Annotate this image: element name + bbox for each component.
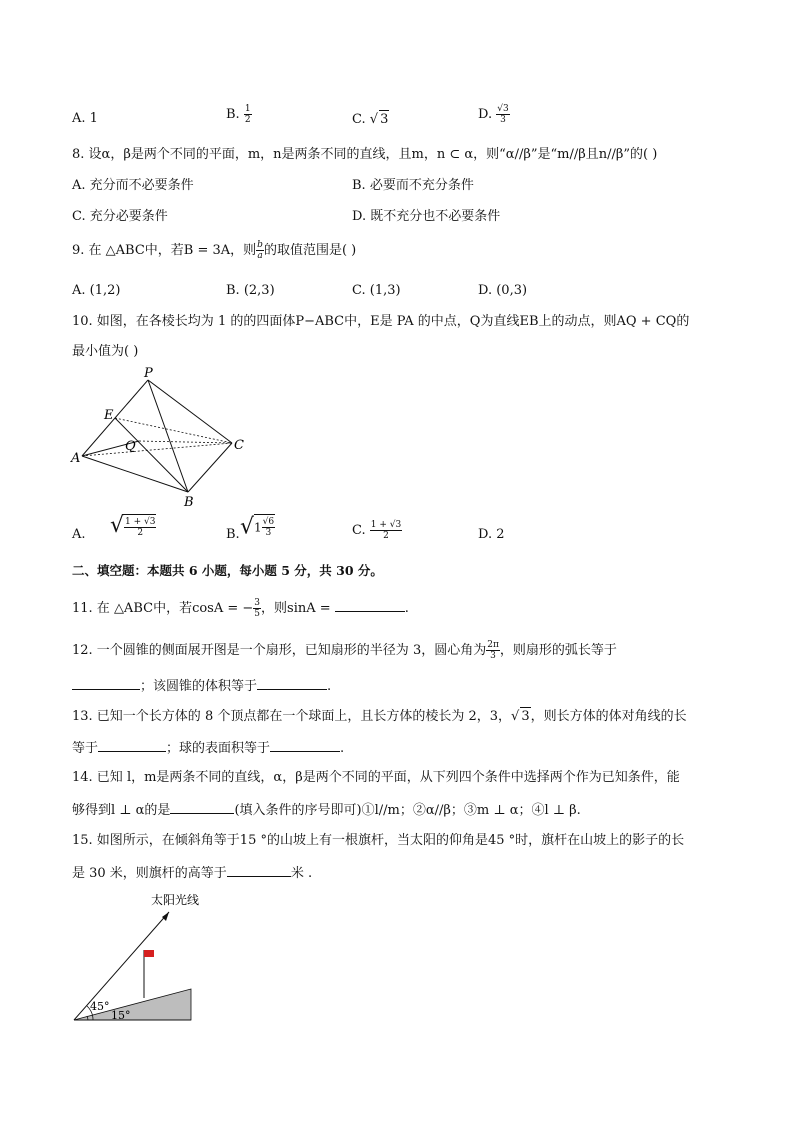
q10-stem-line2: 最小值为( )	[72, 344, 139, 359]
q11-end: .	[404, 601, 409, 616]
q14-line2-pre: 够得到l ⊥ α的是	[72, 803, 171, 818]
q9-option-d: D. (0,3)	[478, 283, 528, 298]
q7-option-c-radicand: 3	[380, 112, 389, 127]
tetrahedron-figure	[66, 365, 256, 510]
fraction-denominator: 3	[265, 528, 272, 538]
q15-line2-pre: 是 30 米，则旗杆的高等于	[72, 866, 227, 881]
section-title: 二、填空题：本题共 6 小题，每小题 5 分，共 30 分。	[72, 563, 383, 578]
label-15: 15°	[111, 1009, 131, 1022]
q12-line2-mid: ；该圆锥的体积等于	[140, 679, 258, 694]
fraction-numerator: 1	[244, 104, 251, 114]
sun-ray-arrowhead	[162, 912, 169, 921]
sqrt-symbol: √	[369, 112, 379, 127]
label-c: C	[234, 438, 244, 453]
q10-option-a-expr	[110, 514, 156, 538]
segment-eb	[115, 418, 188, 492]
fraction-numerator: 2π	[487, 640, 499, 650]
fraction-denominator: 2	[137, 528, 144, 538]
fraction-numerator: 1 + √3	[370, 520, 402, 530]
answer-blank[interactable]	[98, 738, 166, 752]
fraction-denominator: 3	[490, 651, 496, 661]
q15-line2	[72, 863, 312, 883]
fraction-numerator: 3	[254, 598, 261, 608]
q12-end: .	[327, 679, 332, 694]
fraction-denominator: a	[257, 251, 263, 261]
q9-stem	[72, 240, 356, 261]
q10-option-a-fraction	[124, 514, 156, 538]
flag-icon	[144, 950, 154, 957]
q13-end: .	[340, 741, 345, 756]
q7-option-b-prefix: B.	[226, 107, 240, 122]
q12-line1	[72, 640, 617, 661]
q11-stem-pre: 11. 在 △ABC中，若cosA = −	[72, 601, 254, 616]
q8-stem: 8. 设α，β是两个不同的平面，m，n是两条不同的直线，且m，n ⊂ α，则“α//β”是“m//β且n//β”的( )	[72, 147, 658, 162]
label-p: P	[144, 366, 153, 381]
q7-option-a: A. 1	[72, 111, 98, 126]
q10-option-b-fraction	[262, 517, 275, 538]
q11-stem	[72, 598, 409, 619]
fraction-denominator: 3	[500, 115, 506, 125]
label-45: 45°	[90, 1000, 110, 1013]
q10-option-d: D. 2	[478, 527, 505, 542]
label-a: A	[71, 451, 81, 466]
fraction-denominator: 5	[254, 609, 261, 619]
edge-ab	[82, 456, 188, 492]
fraction-denominator: 2	[244, 115, 251, 125]
q10-option-b-radicand	[254, 514, 275, 538]
q13-line1-post: ，则长方体的体对角线的长	[530, 709, 687, 724]
edge-bc	[188, 443, 232, 492]
q13-radicand: 3	[521, 709, 530, 724]
answer-blank[interactable]	[257, 676, 327, 690]
fraction-numerator: b	[257, 240, 263, 250]
label-b: B	[184, 495, 194, 510]
answer-blank[interactable]	[335, 598, 405, 612]
q8-option-b: B. 必要而不充分条件	[352, 178, 474, 193]
q10-option-b-expr	[240, 514, 275, 538]
q10-stem-line1: 10. 如图，在各棱长均为 1 的的四面体P−ABC中，E是 PA 的中点，Q为直线EB上的动点，则AQ + CQ的	[72, 314, 690, 329]
q13-line2	[72, 738, 344, 758]
q15-line2-post: 米 .	[290, 866, 313, 881]
q15-line1: 15. 如图所示，在倾斜角等于15 °的山坡上有一根旗杆，当太阳的仰角是45 °时，旗杆在山坡上的影子的长	[72, 833, 685, 848]
q9-fraction	[256, 240, 264, 261]
label-e: E	[104, 408, 114, 423]
q7-option-d	[478, 104, 510, 125]
q10-option-c-prefix: C.	[352, 523, 366, 538]
edge-pb	[148, 380, 188, 492]
q8-option-a: A. 充分而不必要条件	[72, 178, 194, 193]
q10-option-b-prefix: B.	[226, 527, 240, 542]
answer-blank[interactable]	[227, 863, 291, 877]
fraction-numerator: √6	[262, 517, 275, 527]
q8-option-c: C. 充分必要条件	[72, 209, 168, 224]
q9-stem-post: 的取值范围是( )	[263, 243, 357, 258]
answer-blank[interactable]	[270, 738, 340, 752]
q14-line2-post: (填入条件的序号即可)①l//m；②α//β；③m ⊥ α；④l ⊥ β.	[234, 803, 581, 818]
sqrt-symbol: √	[110, 513, 125, 538]
q7-option-d-fraction	[496, 104, 509, 125]
q11-fraction	[253, 598, 261, 619]
edge-pc	[148, 380, 232, 443]
radicand: 3	[502, 104, 509, 114]
q10-option-a-prefix: A.	[72, 527, 86, 542]
q7-option-b	[226, 104, 252, 125]
q13-line1	[72, 707, 687, 726]
q7-option-c-prefix: C.	[352, 112, 366, 127]
sqrt-symbol: √	[511, 709, 520, 724]
q8-option-d: D. 既不充分也不必要条件	[352, 209, 501, 224]
answer-blank[interactable]	[72, 676, 140, 690]
fraction-numerator: 1 + √3	[125, 517, 156, 527]
segment-qc-dashed	[139, 441, 232, 443]
q7-option-b-fraction	[244, 104, 252, 125]
q9-option-a: A. (1,2)	[72, 283, 121, 298]
q12-line1-pre: 12. 一个圆锥的侧面展开图是一个扇形，已知扇形的半径为 3，圆心角为	[72, 643, 487, 658]
q9-option-b: B. (2,3)	[226, 283, 275, 298]
edge-ac-dashed	[82, 443, 232, 456]
radicand-prefix: 1	[254, 520, 262, 535]
answer-blank[interactable]	[170, 800, 234, 814]
q13-line2-pre: 等于	[72, 741, 99, 756]
q12-line2	[72, 676, 331, 696]
label-q: Q	[125, 439, 136, 454]
fraction-denominator: 2	[383, 531, 389, 541]
fraction-numerator: √3	[497, 104, 509, 114]
q10-option-c-fraction	[370, 520, 402, 541]
sqrt-symbol: √	[240, 514, 255, 540]
q13-line1-pre: 13. 已知一个长方体的 8 个顶点都在一个球面上，且长方体的棱长为 2，3，	[72, 709, 512, 724]
q10-option-c	[352, 520, 402, 541]
flagpole-figure	[66, 890, 201, 1025]
q12-line1-post: ，则扇形的弧长等于	[499, 643, 617, 658]
q9-option-c: C. (1,3)	[352, 283, 401, 298]
q14-line2	[72, 800, 581, 820]
q11-stem-post: ，则sinA =	[261, 601, 331, 616]
q12-fraction	[486, 640, 500, 661]
q14-line1: 14. 已知 l，m是两条不同的直线，α，β是两个不同的平面，从下列四个条件中选择两个作为已知条件，能	[72, 770, 680, 785]
label-sunlight: 太阳光线	[151, 893, 200, 907]
q7-option-d-prefix: D.	[478, 107, 493, 122]
q9-stem-pre: 9. 在 △ABC中，若B = 3A，则	[72, 243, 257, 258]
q7-option-c	[352, 110, 389, 129]
q13-line2-mid: ；球的表面积等于	[166, 741, 271, 756]
